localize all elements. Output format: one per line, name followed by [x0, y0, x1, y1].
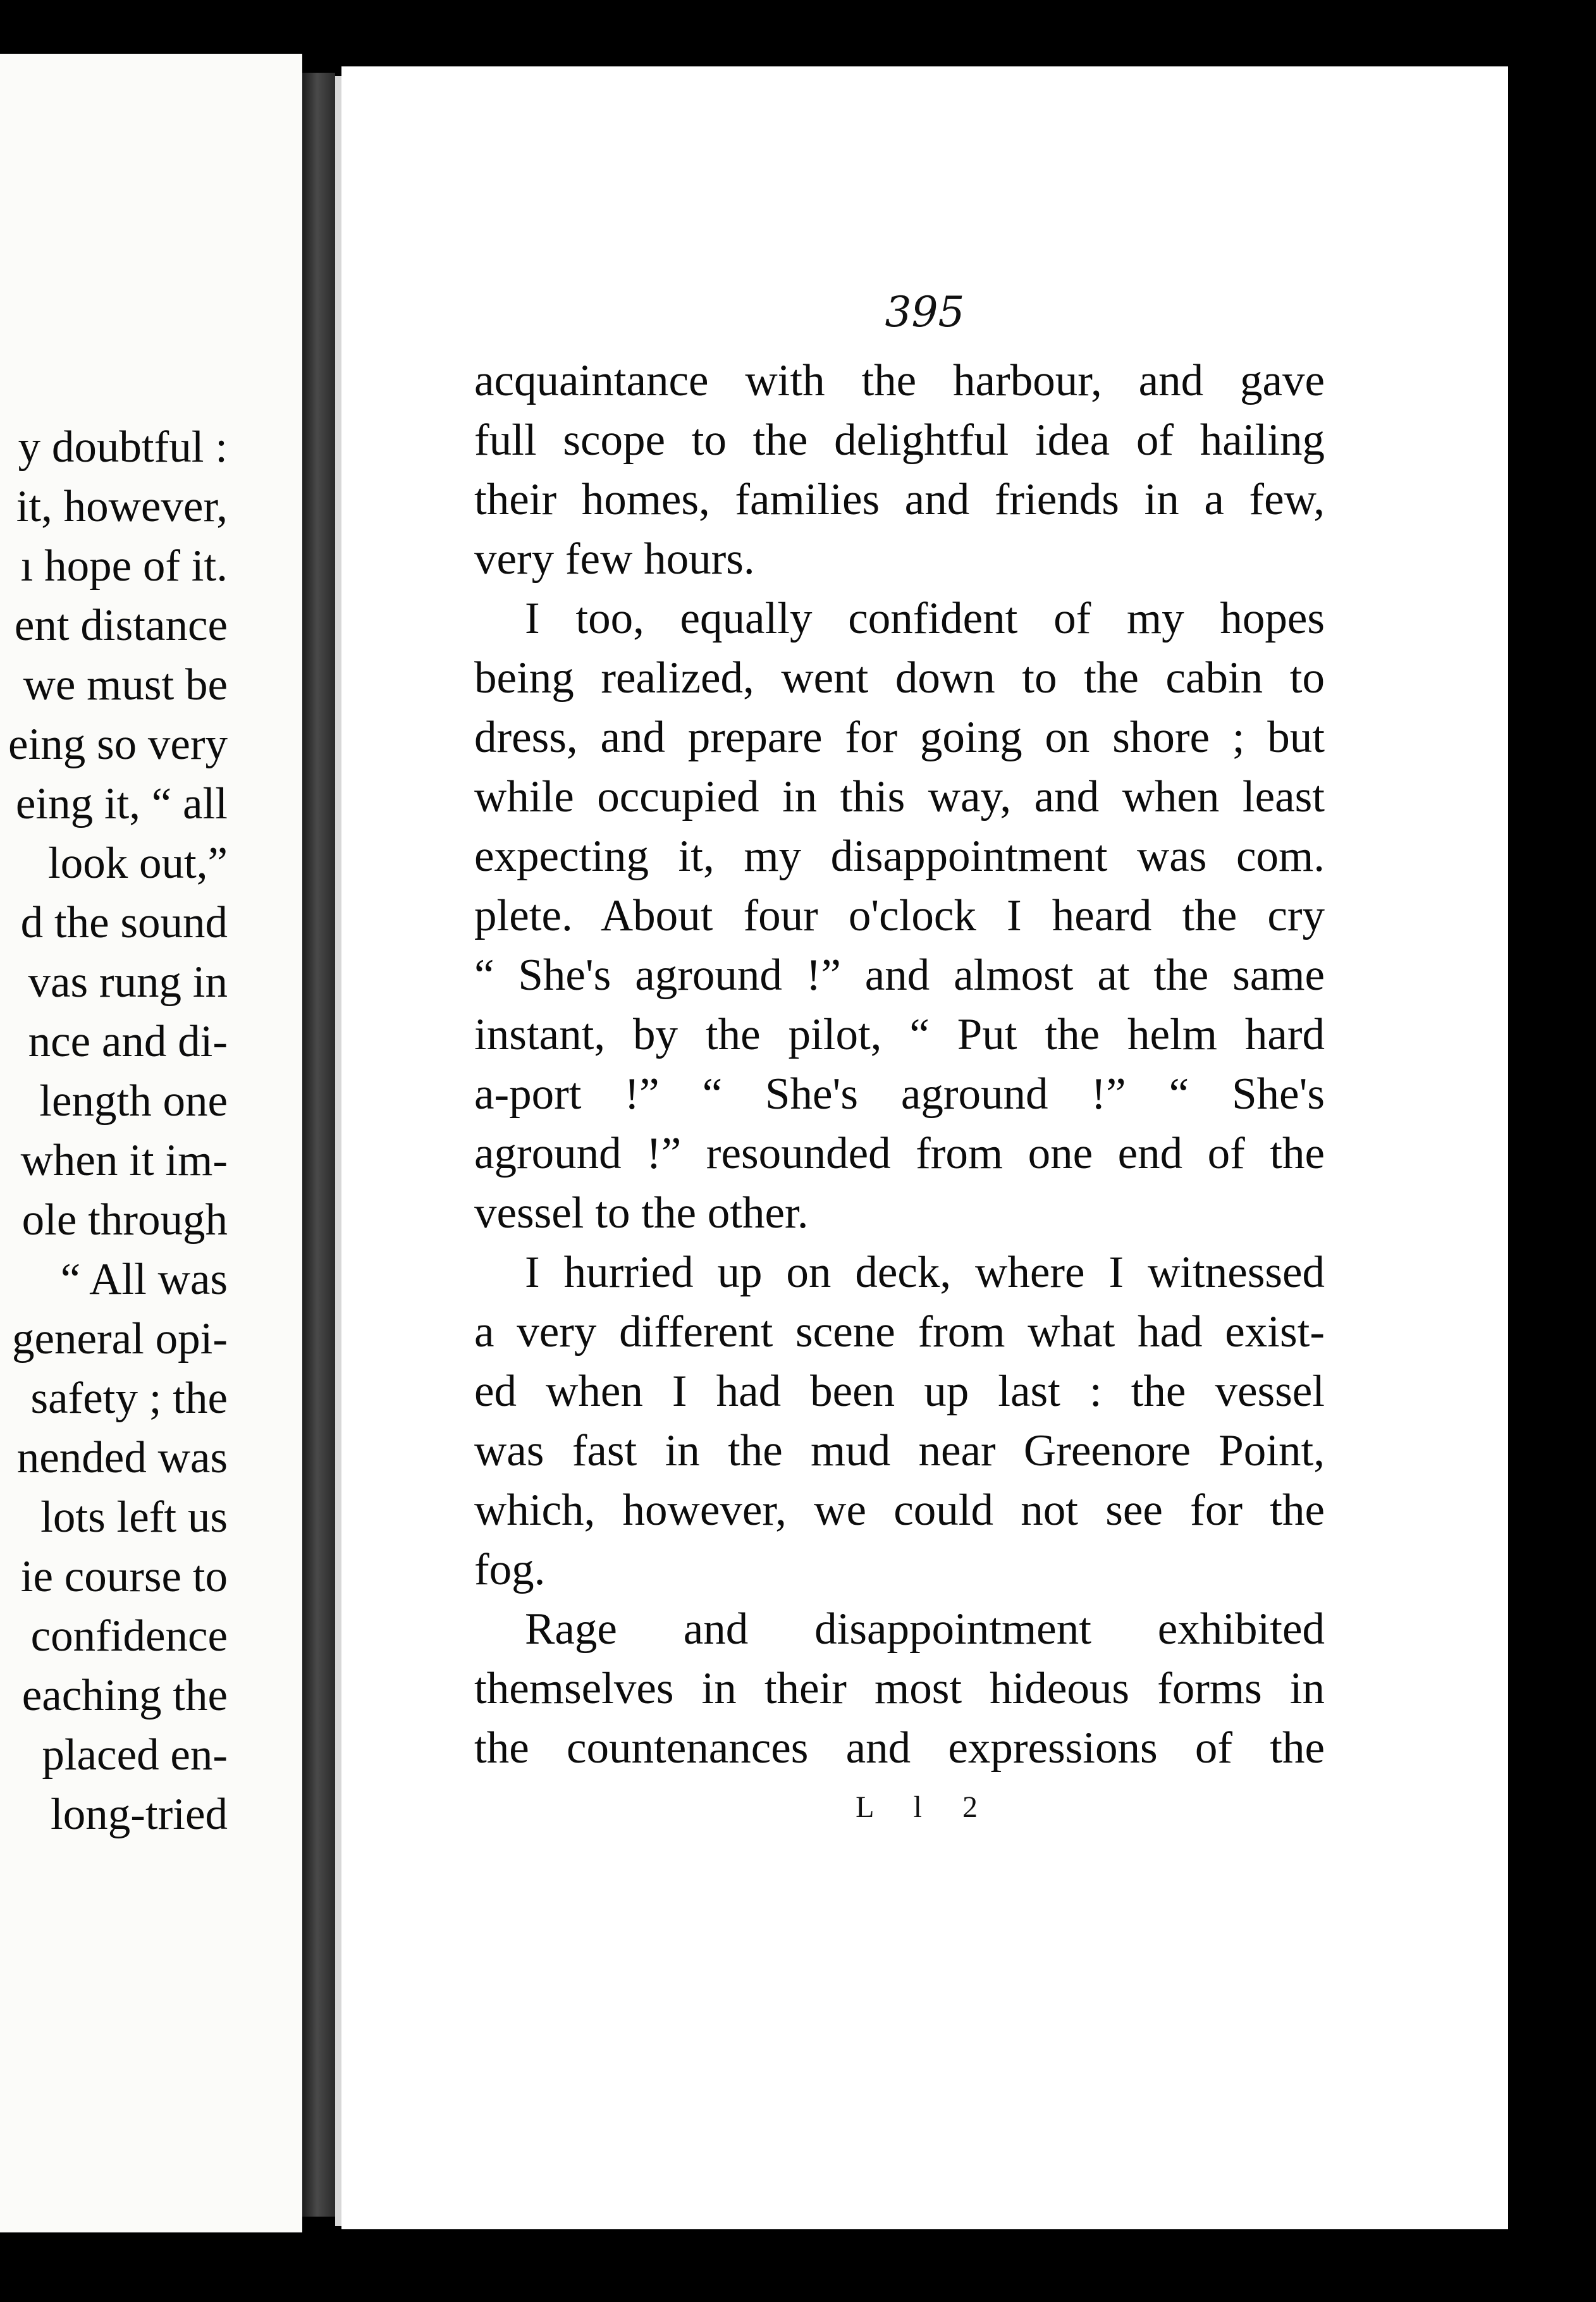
left-line: ent distance [14, 601, 228, 650]
left-line: safety ; the [30, 1374, 228, 1423]
left-page-text [0, 417, 228, 1844]
left-line: long-tried [51, 1790, 228, 1839]
left-line: general opi- [11, 1314, 228, 1363]
text-line: was fast in the mud near Greenore Point, [474, 1426, 1325, 1475]
text-line: I hurried up on deck, where I witnessed [525, 1248, 1325, 1297]
left-line: lots left us [40, 1493, 228, 1542]
text-line: aground !” resounded from one end of the [474, 1129, 1325, 1178]
text-line: acquaintance with the harbour, and gave [474, 356, 1325, 405]
body-text [474, 351, 1325, 1778]
left-line: eing so very [8, 720, 228, 769]
text-line: a very different scene from what had exist- [474, 1307, 1325, 1357]
text-line: a-port !” “ She's aground !” “ She's [474, 1069, 1325, 1119]
left-line: placed en- [42, 1730, 228, 1780]
right-page [341, 66, 1508, 2229]
text-line: plete. About four o'clock I heard the cry [474, 891, 1325, 940]
left-line: ie course to [20, 1552, 228, 1601]
book-gutter [302, 73, 335, 2217]
text-line: ed when I had been up last : the vessel [474, 1367, 1325, 1416]
text-line: the countenances and expressions of the [474, 1723, 1325, 1773]
text-line: expecting it, my disappointment was com. [474, 832, 1325, 881]
left-line: when it im- [20, 1136, 228, 1185]
text-line: which, however, we could not see for the [474, 1486, 1325, 1535]
left-line: ı hope of it. [20, 541, 228, 591]
left-line: eing it, “ all [15, 779, 228, 828]
text-line: “ She's aground !” and almost at the same [474, 951, 1325, 1000]
text-line: while occupied in this way, and when least [474, 772, 1325, 822]
text-line: fog. [474, 1545, 546, 1594]
left-line: length one [39, 1076, 228, 1126]
text-line: full scope to the delightful idea of hailing [474, 415, 1325, 465]
left-line: d the sound [20, 898, 228, 947]
left-line: it, however, [16, 482, 228, 531]
text-line: instant, by the pilot, “ Put the helm hard [474, 1010, 1325, 1059]
left-line: nce and di- [28, 1017, 228, 1066]
text-line: vessel to the other. [474, 1188, 809, 1238]
left-line: vas rung in [28, 957, 228, 1007]
left-page-fragment [0, 54, 302, 2232]
text-line: I too, equally confident of my hopes [525, 594, 1325, 643]
text-line: Rage and disappointment exhibited [525, 1604, 1325, 1654]
left-line: look out,” [48, 839, 228, 888]
signature-mark: L l 2 [856, 1790, 994, 1824]
left-line: y doubtful : [18, 422, 228, 472]
text-line: their homes, families and friends in a few, [474, 475, 1325, 524]
left-line: “ All was [60, 1255, 228, 1304]
left-line: nended was [16, 1433, 228, 1482]
page-number: 395 [885, 288, 965, 336]
left-line: eaching the [21, 1671, 228, 1720]
left-line: confidence [30, 1611, 228, 1661]
text-line: themselves in their most hideous forms in [474, 1664, 1325, 1713]
text-line: being realized, went down to the cabin to [474, 653, 1325, 703]
left-line: we must be [23, 660, 228, 710]
left-line: ole through [21, 1195, 228, 1245]
text-line: very few hours. [474, 534, 755, 584]
text-line: dress, and prepare for going on shore ; but [474, 713, 1325, 762]
